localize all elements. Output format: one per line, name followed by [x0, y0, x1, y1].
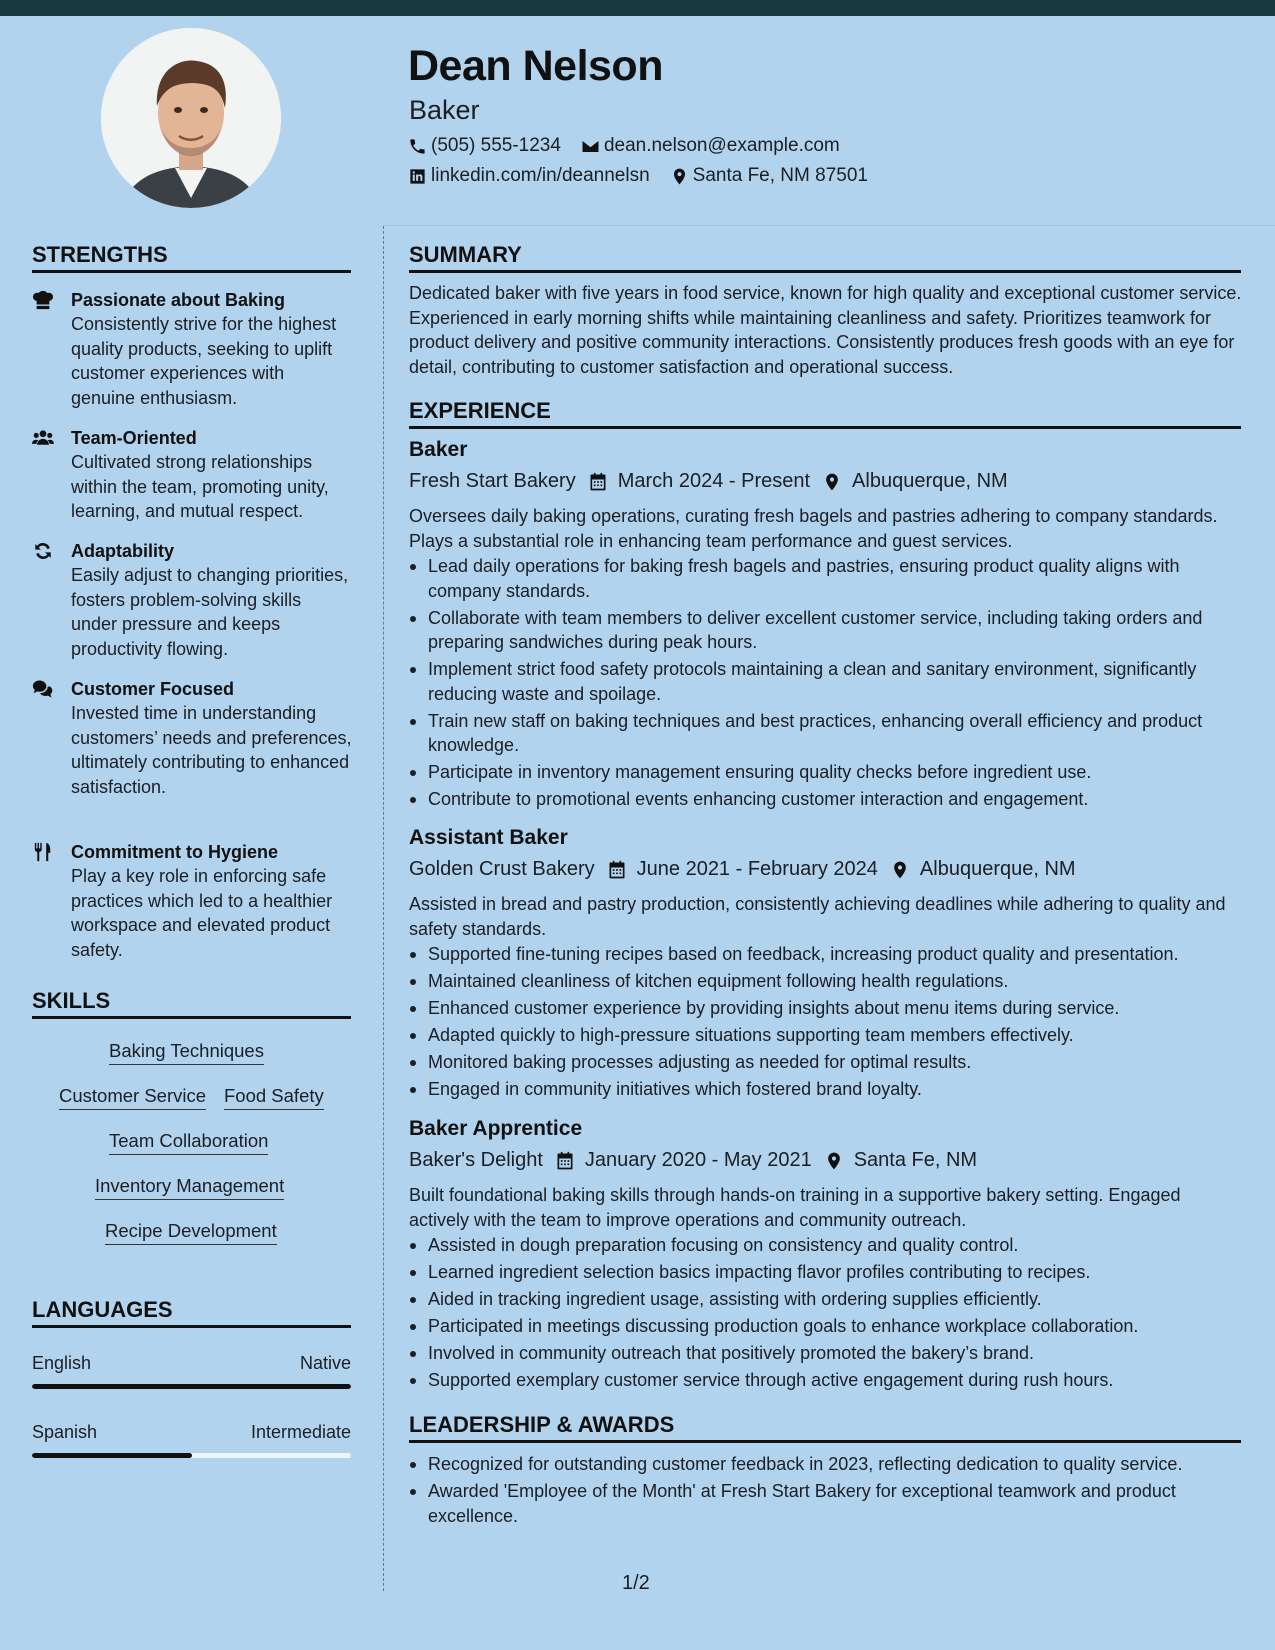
- list-item: Train new staff on baking techniques and best practices, enhancing overall efficiency and product knowledge.: [409, 709, 1244, 758]
- job-meta: [409, 858, 1076, 881]
- strength-title: Customer Focused: [71, 679, 235, 699]
- job-bullets: [409, 942, 1244, 1104]
- list-item: Collaborate with team members to deliver excellent customer service, including taking orders and preparing sandwiches during peak hours.: [409, 606, 1244, 655]
- page-number: 1/2: [622, 1572, 650, 1594]
- candidate-name: Dean Nelson: [408, 42, 663, 90]
- strength-text: Invested time in understanding customers’ needs and preferences, ultimately contributing to enhanced satisfaction.: [71, 703, 352, 797]
- sync-icon: [32, 541, 56, 561]
- list-item: Awarded 'Employee of the Month' at Fresh Start Bakery for exceptional teamwork and product excellence.: [409, 1479, 1244, 1528]
- job-dates: March 2024 - Present: [617, 470, 811, 492]
- strength-title: Commitment to Hygiene: [71, 842, 279, 862]
- strength-text: Cultivated strong relationships within the team, promoting unity, learning, and mutual respect.: [71, 452, 329, 521]
- list-item: Supported fine-tuning recipes based on feedback, increasing product quality and presentation.: [409, 942, 1244, 967]
- language-proficiency-fill: [32, 1453, 192, 1458]
- language-proficiency-fill: [32, 1384, 351, 1389]
- strength-title: Team-Oriented: [71, 428, 197, 448]
- job-title: Assistant Baker: [409, 826, 568, 849]
- job-description: Built foundational baking skills through hands-on training in a supportive bakery setting. Engaged actively with the team to improve operations and community outreach.: [409, 1185, 1181, 1230]
- summary-text: Dedicated baker with five years in food service, known for high quality and exceptional customer service. Experienced in early morning shifts while maintaining cleanliness and safety. Prioritizes teamwork for product delivery and positive community interactions. Consistently produces fresh goods with an eye for detail, contributing to customer satisfaction and operational success.: [409, 283, 1242, 377]
- email-contact[interactable]: [581, 135, 840, 157]
- job-location: Albuquerque, NM: [852, 470, 1008, 492]
- list-item: Lead daily operations for baking fresh bagels and pastries, ensuring product quality aligns with company standards.: [409, 554, 1244, 603]
- language-proficiency-bar: [32, 1384, 351, 1389]
- skills-heading: SKILLS: [32, 988, 351, 1019]
- list-item: Aided in tracking ingredient usage, assisting with ordering supplies efficiently.: [409, 1287, 1244, 1312]
- experience-heading: EXPERIENCE: [409, 398, 1241, 429]
- skill-tag: Baking Techniques: [109, 1040, 264, 1065]
- language-level: Native: [299, 1353, 351, 1373]
- summary-heading: SUMMARY: [409, 242, 1241, 273]
- list-item: Monitored baking processes adjusting as needed for optimal results.: [409, 1050, 1244, 1075]
- job-bullets: [409, 554, 1244, 814]
- linkedin-icon: [408, 167, 427, 186]
- map-pin-icon: [824, 1151, 844, 1171]
- languages-heading: LANGUAGES: [32, 1297, 351, 1328]
- list-item: Implement strict food safety protocols maintaining a clean and sanitary environment, significantly reducing waste and spoilage.: [409, 657, 1244, 706]
- linkedin-contact[interactable]: [408, 165, 650, 187]
- strength-text: Consistently strive for the highest quality products, seeking to uplift customer experiences with genuine enthusiasm.: [71, 314, 337, 408]
- language-row: [32, 1422, 351, 1443]
- job-company: Baker's Delight: [409, 1149, 543, 1171]
- job-company: Golden Crust Bakery: [409, 858, 595, 880]
- top-accent-bar: [0, 0, 1275, 16]
- awards-list: [409, 1452, 1244, 1531]
- calendar-icon: [607, 860, 627, 880]
- location-text: Santa Fe, NM 87501: [692, 165, 868, 186]
- skill-tag: Team Collaboration: [109, 1130, 268, 1155]
- map-pin-icon: [890, 860, 910, 880]
- list-item: Adapted quickly to high-pressure situations supporting team members effectively.: [409, 1023, 1244, 1048]
- language-proficiency-bar: [32, 1453, 351, 1458]
- strength-item: [32, 840, 352, 962]
- strength-item: [32, 677, 352, 799]
- email-text[interactable]: dean.nelson@example.com: [603, 135, 840, 156]
- strength-text: Easily adjust to changing priorities, fosters problem-solving skills under pressure and keeps productivity flowing.: [71, 565, 349, 659]
- job-description: Oversees daily baking operations, curating fresh bagels and pastries adhering to company standards. Plays a substantial role in enhancing team performance and guest services.: [409, 506, 1218, 551]
- job-description: Assisted in bread and pastry production, consistently achieving deadlines while adhering to quality and safety standards.: [409, 894, 1226, 939]
- language-level: Intermediate: [250, 1422, 351, 1442]
- language-row: [32, 1353, 351, 1374]
- job-meta: [409, 470, 1008, 493]
- linkedin-text[interactable]: linkedin.com/in/deannelsn: [431, 165, 650, 186]
- language-name: Spanish: [32, 1422, 98, 1442]
- map-pin-icon: [670, 167, 689, 186]
- awards-heading: LEADERSHIP & AWARDS: [409, 1412, 1241, 1443]
- strength-item: [32, 539, 352, 661]
- list-item: Learned ingredient selection basics impacting flavor profiles contributing to recipes.: [409, 1260, 1244, 1285]
- job-location: Albuquerque, NM: [919, 858, 1076, 880]
- job-title: Baker: [409, 438, 468, 461]
- list-item: Participated in meetings discussing production goals to enhance workplace collaboration.: [409, 1314, 1244, 1339]
- calendar-icon: [588, 472, 608, 492]
- phone-icon: [408, 137, 427, 156]
- skill-tag: Inventory Management: [95, 1175, 284, 1200]
- job-company: Fresh Start Bakery: [409, 470, 576, 492]
- list-item: Involved in community outreach that positively promoted the bakery’s brand.: [409, 1341, 1244, 1366]
- language-name: English: [32, 1353, 92, 1373]
- job-meta: [409, 1149, 977, 1172]
- list-item: Assisted in dough preparation focusing on consistency and quality control.: [409, 1233, 1244, 1258]
- phone-contact: [408, 135, 561, 157]
- profile-photo: [101, 28, 281, 208]
- users-icon: [32, 428, 56, 448]
- strength-item: [32, 426, 352, 524]
- strength-title: Adaptability: [71, 541, 175, 561]
- candidate-role: Baker: [409, 95, 480, 125]
- contact-row-2: [408, 165, 882, 187]
- map-pin-icon: [822, 472, 842, 492]
- comments-icon: [32, 679, 56, 699]
- list-item: Supported exemplary customer service through active engagement during rush hours.: [409, 1368, 1244, 1393]
- contact-row-1: [408, 135, 854, 157]
- column-divider: [383, 226, 384, 1591]
- calendar-icon: [555, 1151, 575, 1171]
- skill-tag: Food Safety: [224, 1085, 324, 1110]
- strength-title: Passionate about Baking: [71, 290, 286, 310]
- list-item: Contribute to promotional events enhancing customer interaction and engagement.: [409, 787, 1244, 812]
- job-title: Baker Apprentice: [409, 1117, 583, 1140]
- skill-tag: Recipe Development: [105, 1220, 277, 1245]
- location-contact: [670, 165, 868, 187]
- chef-hat-icon: [32, 290, 56, 310]
- list-item: Engaged in community initiatives which fostered brand loyalty.: [409, 1077, 1244, 1102]
- phone-text: (505) 555-1234: [431, 135, 561, 156]
- job-bullets: [409, 1233, 1244, 1395]
- list-item: Participate in inventory management ensuring quality checks before ingredient use.: [409, 760, 1244, 785]
- job-dates: January 2020 - May 2021: [584, 1149, 812, 1171]
- skill-tag: Customer Service: [59, 1085, 206, 1110]
- list-item: Recognized for outstanding customer feedback in 2023, reflecting dedication to quality service.: [409, 1452, 1244, 1477]
- utensils-icon: [32, 842, 56, 862]
- list-item: Maintained cleanliness of kitchen equipment following health regulations.: [409, 969, 1244, 994]
- job-dates: June 2021 - February 2024: [636, 858, 878, 880]
- header-divider: [383, 225, 1275, 226]
- strengths-heading: STRENGTHS: [32, 242, 351, 273]
- email-icon: [581, 137, 600, 156]
- strength-text: Play a key role in enforcing safe practices which led to a healthier workspace and elevated product safety.: [71, 866, 333, 960]
- job-location: Santa Fe, NM: [853, 1149, 978, 1171]
- strength-item: [32, 288, 352, 410]
- list-item: Enhanced customer experience by providing insights about menu items during service.: [409, 996, 1244, 1021]
